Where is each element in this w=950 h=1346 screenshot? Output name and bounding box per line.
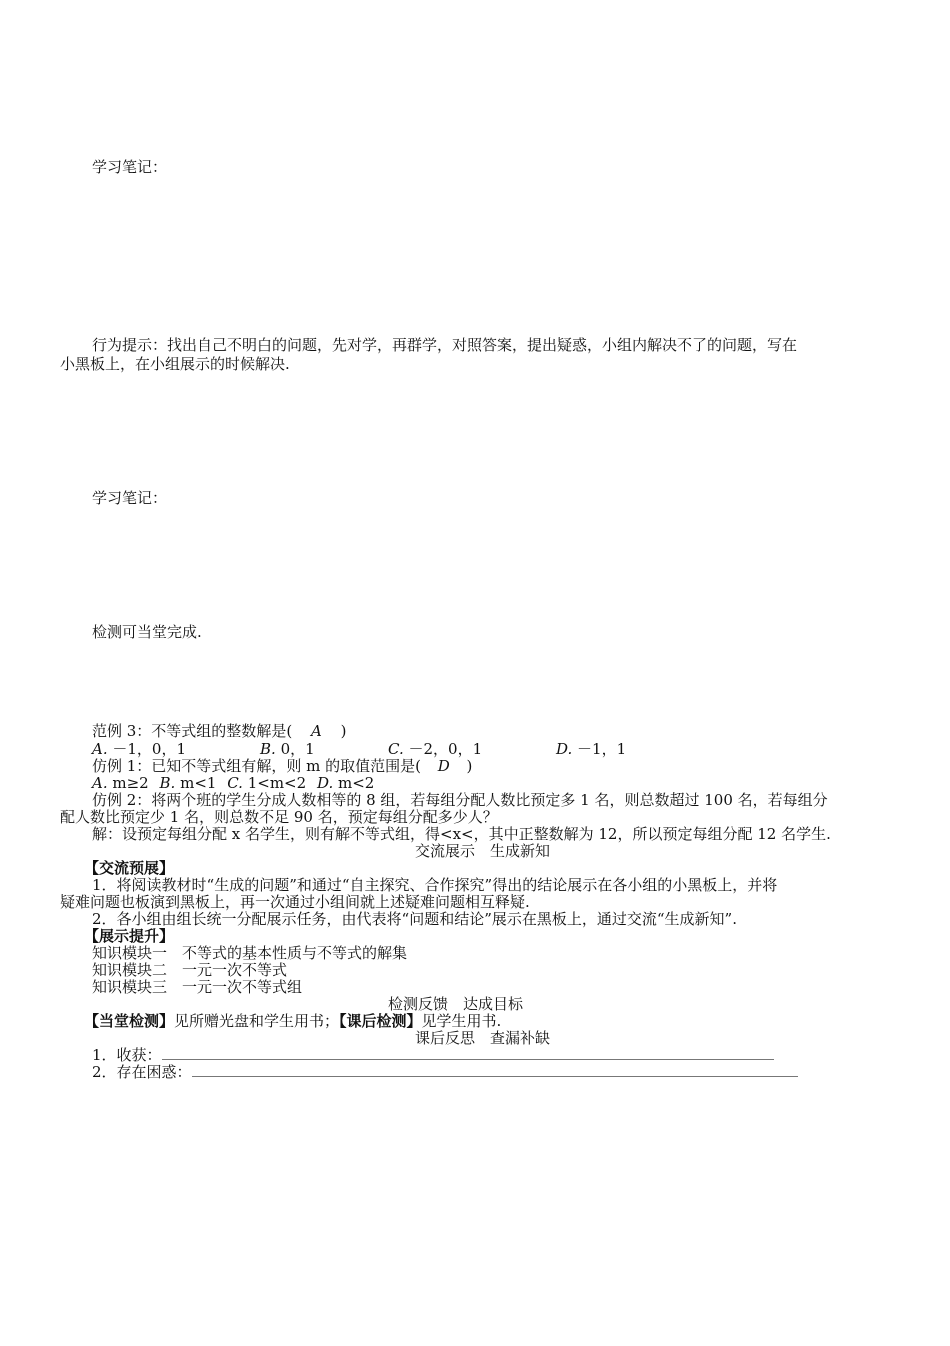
imitate2-solution: 解：设预定每组分配 x 名学生，则有解不等式组，得<x<，其中正整数解为 12，所以预定每组分配 12 名学生. bbox=[92, 825, 831, 843]
imitate1-answer: D bbox=[437, 757, 450, 775]
knowledge-module-2: 知识模块二 一元一次不等式 bbox=[92, 961, 288, 979]
preview-p1-line-1: 1．将阅读教材时“生成的问题”和通过“自主探究、合作探究”得出的结论展示在各小组的小黑板上，并将 bbox=[92, 876, 778, 894]
option-letter: A. bbox=[92, 774, 108, 792]
imitate1-close: ) bbox=[466, 757, 473, 775]
example3-stem bbox=[92, 723, 346, 739]
reflection-heading: 课后反思 查漏补缺 bbox=[415, 1029, 551, 1047]
difficulty-answer-line[interactable] bbox=[192, 1064, 798, 1077]
option-text: －1，1 bbox=[577, 740, 627, 758]
gain-row bbox=[92, 1047, 774, 1063]
example3-option-d bbox=[556, 741, 626, 757]
option-text: m<1 bbox=[180, 774, 217, 792]
example3-option-c bbox=[388, 741, 482, 757]
option-letter: C. bbox=[388, 740, 404, 758]
exchange-heading: 交流展示 生成新知 bbox=[415, 842, 551, 860]
option-text: m<2 bbox=[338, 774, 375, 792]
feedback-line bbox=[84, 1013, 501, 1029]
example3-close: ) bbox=[340, 722, 347, 740]
option-letter: B. bbox=[159, 774, 176, 792]
show-title: 【展示提升】 bbox=[84, 927, 175, 945]
preview-p1-line-2: 疑难问题也板演到黑板上，再一次通过小组间就上述疑难问题相互释疑. bbox=[60, 893, 530, 911]
class-test-text: 见所赠光盘和学生用书； bbox=[174, 1012, 340, 1030]
knowledge-module-1: 知识模块一 不等式的基本性质与不等式的解集 bbox=[92, 944, 408, 962]
behavior-hint-line-2: 小黑板上，在小组展示的时候解决. bbox=[60, 355, 290, 373]
option-letter: A. bbox=[92, 740, 108, 758]
option-text: －1，0，1 bbox=[112, 740, 187, 758]
gain-answer-line[interactable] bbox=[162, 1047, 774, 1060]
behavior-hint-line-1: 行为提示：找出自己不明白的问题，先对学，再群学，对照答案，提出疑惑，小组内解决不了的问题，写在 bbox=[92, 336, 798, 354]
imitate1-options bbox=[92, 775, 374, 791]
difficulty-label: 2．存在困惑： bbox=[92, 1063, 192, 1081]
study-notes-label-1: 学习笔记： bbox=[92, 158, 168, 176]
option-text: 0，1 bbox=[280, 740, 315, 758]
imitate2-line-2: 配人数比预定少 1 名，则总数不足 90 名，预定每组分配多少人？ bbox=[60, 808, 498, 826]
after-test-label: 【课后检测】 bbox=[339, 1012, 422, 1030]
class-test-label: 【当堂检测】 bbox=[84, 1012, 175, 1030]
imitate1-stem bbox=[92, 758, 472, 774]
difficulty-row bbox=[92, 1064, 798, 1080]
option-text: 1<m<2 bbox=[247, 774, 307, 792]
option-letter: C. bbox=[227, 774, 243, 792]
imitate1-stem-text: 仿例 1：已知不等式组有解，则 m 的取值范围是( bbox=[92, 757, 421, 775]
option-letter: B. bbox=[260, 740, 276, 758]
after-test-text: 见学生用书. bbox=[421, 1012, 502, 1030]
study-notes-label-2: 学习笔记： bbox=[92, 489, 168, 507]
knowledge-module-3: 知识模块三 一元一次不等式组 bbox=[92, 978, 303, 996]
imitate2-line-1: 仿例 2：将两个班的学生分成人数相等的 8 组，若每组分配人数比预定多 1 名，则总数超过 100 名，若每组分 bbox=[92, 791, 828, 809]
option-letter: D. bbox=[316, 774, 334, 792]
example3-option-a bbox=[92, 741, 186, 757]
option-text: m≥2 bbox=[112, 774, 149, 792]
option-text: －2，0，1 bbox=[408, 740, 483, 758]
example3-stem-text: 范例 3：不等式组的整数解是( bbox=[92, 722, 293, 740]
check-hint: 检测可当堂完成. bbox=[92, 623, 202, 641]
example3-option-b bbox=[260, 741, 315, 757]
feedback-heading: 检测反馈 达成目标 bbox=[388, 995, 524, 1013]
example3-answer: A bbox=[310, 722, 322, 740]
option-letter: D. bbox=[556, 740, 573, 758]
preview-p2: 2．各小组由组长统一分配展示任务，由代表将“问题和结论”展示在黑板上，通过交流“生成新知”. bbox=[92, 910, 737, 928]
gain-label: 1．收获： bbox=[92, 1046, 162, 1064]
preview-title: 【交流预展】 bbox=[84, 859, 175, 877]
